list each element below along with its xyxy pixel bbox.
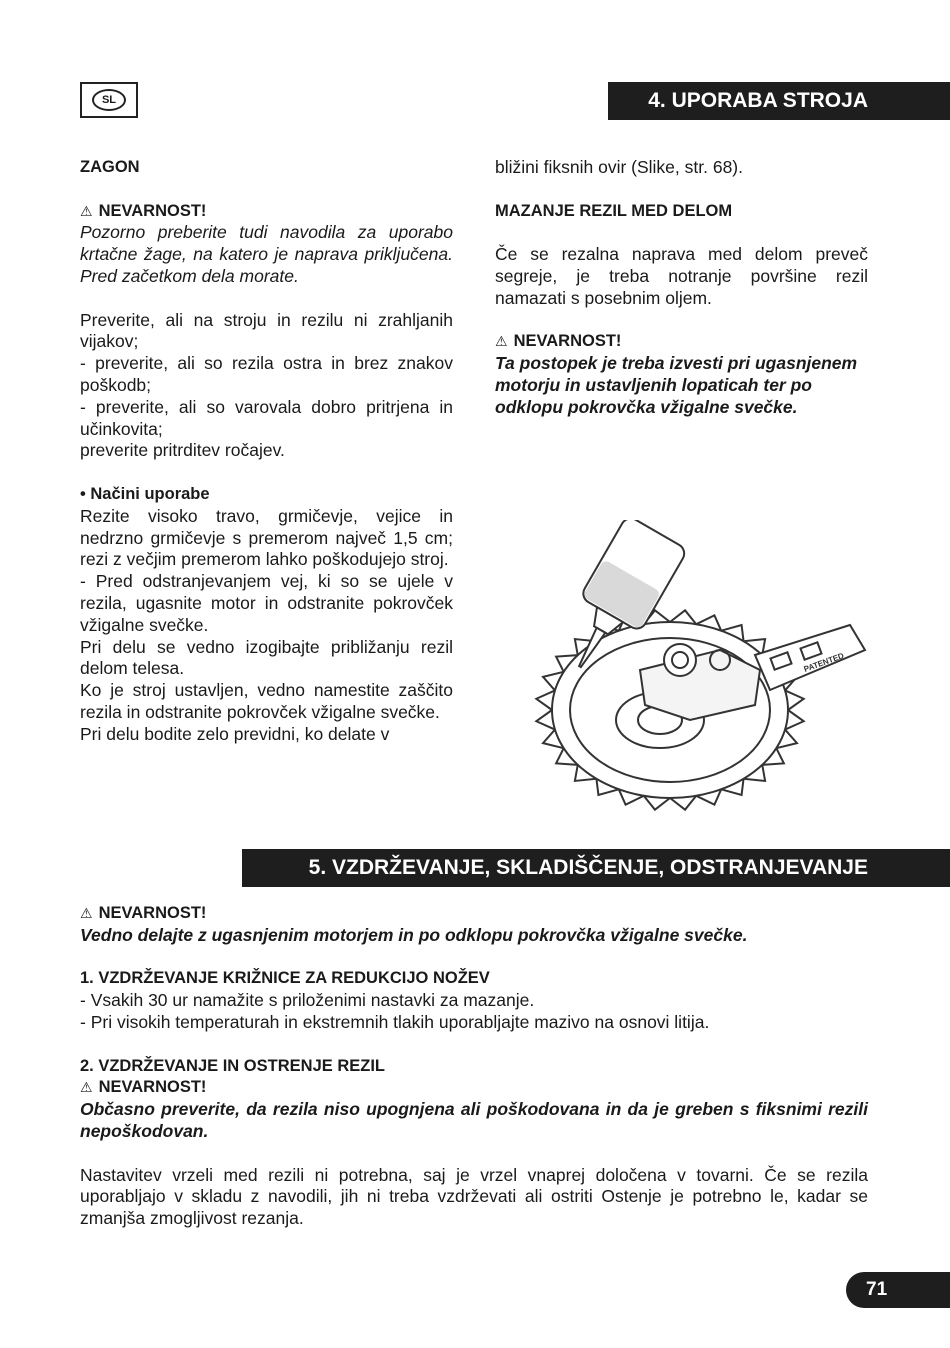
- maintenance-section: [80, 903, 868, 1230]
- warning-text: Občasno preverite, da rezila niso upognjena ali poškodovana in da je greben s fiksnimi rezili nepoškodovan.: [80, 1099, 868, 1141]
- warning-label: NEVARNOST!: [98, 904, 207, 922]
- usage-line: - Pred odstranjevanjem vej, ki so se ujele v rezila, ugasnite motor in odstranite pokrovček vžigalne svečke.: [80, 571, 453, 635]
- warning-heading: [495, 331, 868, 353]
- warning-heading: [80, 201, 453, 223]
- left-column: [80, 157, 453, 746]
- check-line: - preverite, ali so rezila ostra in brez znakov poškodb;: [80, 353, 453, 395]
- start-title: ZAGON: [80, 158, 140, 176]
- warning-icon: ⚠: [80, 202, 93, 219]
- blade-tooth: [575, 765, 597, 781]
- warning-heading: [80, 1077, 868, 1099]
- section-header-usage: 4. UPORABA STROJA: [608, 82, 950, 120]
- usage-title: • Načini uporabe: [80, 484, 210, 503]
- blade-tooth: [776, 730, 797, 749]
- subsection-title: 1. VZDRŽEVANJE KRIŽNICE ZA REDUKCIJO NOŽEV: [80, 969, 490, 988]
- warning-text: Pozorno preberite tudi navodila za uporabo krtačne žage, na katero je naprava priključena. Pred začetkom dela morate.: [80, 222, 453, 286]
- section-header-maintenance: 5. VZDRŽEVANJE, SKLADIŠČENJE, ODSTRANJEVANJE: [242, 849, 950, 887]
- right-column: [495, 157, 868, 419]
- warning-label: NEVARNOST!: [513, 332, 622, 351]
- warning-text: Vedno delajte z ugasnjenim motorjem in po odklopu pokrovčka vžigalne svečke.: [80, 924, 748, 945]
- maintenance-line: - Vsakih 30 ur namažite s priloženimi nastavki za mazanje.: [80, 990, 535, 1011]
- subsection-title: 2. VZDRŽEVANJE IN OSTRENJE REZIL: [80, 1056, 385, 1075]
- language-badge: [80, 82, 138, 118]
- hedge-trimmer-oiling-illustration: [520, 520, 880, 815]
- gear-head: [640, 650, 760, 720]
- blade-tooth: [543, 730, 564, 749]
- usage-line: Pri delu se vedno izogibajte približanju rezil delom telesa.: [80, 636, 453, 679]
- sharpening-text: Nastavitev vrzeli med rezili ni potrebna, saj je vrzel vnaprej določena v tovarni. Če se rezila uporabljajo v skladu z navodili, jih ni treba vzdrževati ali ostriti Ostenje je potrebno le, kadar se zmanjša zmogljivost rezanja.: [80, 1164, 868, 1229]
- lubrication-text: Če se rezalna naprava med delom preveč segreje, je treba notranje površine rezil namazati s posebnim oljem.: [495, 244, 868, 308]
- blade-tooth: [744, 765, 766, 781]
- language-code: SL: [92, 89, 126, 111]
- warning-label: NEVARNOST!: [98, 1078, 207, 1097]
- check-line: Preverite, ali na stroju in rezilu ni zrahljanih vijakov;: [80, 309, 453, 352]
- maintenance-line: - Pri visokih temperaturah in ekstremnih tlakih uporabljajte mazivo na osnovi litija.: [80, 1011, 710, 1032]
- usage-line: Pri delu bodite zelo previdni, ko delate v: [80, 723, 390, 744]
- warning-icon: ⚠: [495, 333, 508, 350]
- lubrication-title: MAZANJE REZIL MED DELOM: [495, 201, 733, 220]
- usage-line: Ko je stroj ustavljen, vedno namestite zaščito rezila in odstranite pokrovček vžigalne svečke.: [80, 680, 453, 722]
- patented-label: PATENTED: [802, 651, 846, 674]
- blade-tooth: [543, 672, 564, 691]
- gear-wheel: [664, 644, 696, 676]
- check-line: - preverite, ali so varovala dobro pritrjena in učinkovita;: [80, 396, 453, 439]
- warning-text: Ta postopek je treba izvesti pri ugasnjenem motorju in ustavljenih lopaticah ter po odklopu pokrovčka vžigalne svečke.: [495, 353, 858, 417]
- warning-icon: ⚠: [80, 1079, 93, 1096]
- warning-icon: ⚠: [80, 905, 93, 921]
- usage-line: Rezite visoko travo, grmičevje, vejice in nedrzno grmičevje s premerom največ 1,5 cm; rezi z večjim premerom lahko poškodujejo stroj.: [80, 505, 453, 570]
- warning-heading: [80, 903, 868, 925]
- warning-label: NEVARNOST!: [98, 201, 207, 220]
- continuation-text: bližini fiksnih ovir (Slike, str. 68).: [495, 157, 743, 177]
- check-line: preverite pritrditev ročajev.: [80, 440, 285, 461]
- page-number: 71: [846, 1272, 950, 1308]
